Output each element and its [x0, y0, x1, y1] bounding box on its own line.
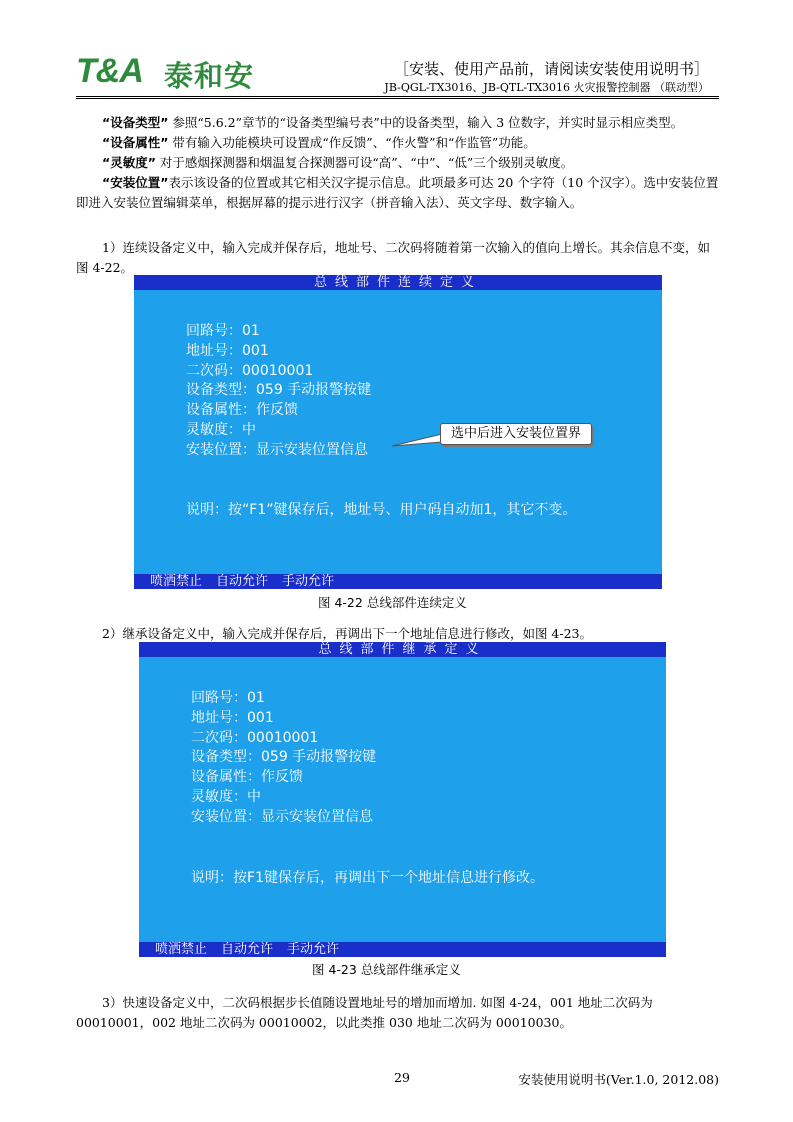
- page-number: 29: [394, 1070, 410, 1085]
- field-device-type: 设备类型：059 手动报警按键: [186, 382, 372, 398]
- header-notice: ［安装、使用产品前，请阅读安装使用说明书］: [393, 60, 709, 78]
- field-loop: 回路号：01: [191, 690, 265, 706]
- field-device-type: 设备类型：059 手动报警按键: [191, 749, 377, 765]
- brand-logo: [76, 52, 276, 96]
- field-sensitivity: 灵敏度：中: [186, 422, 256, 438]
- screen-status-bar: [139, 942, 666, 957]
- callout-location-hint: 选中后进入安装位置界: [440, 423, 592, 445]
- field-sensitivity: 灵敏度：中: [191, 789, 261, 805]
- header-model: JB-QGL-TX3016、JB-QTL-TX3016 火灾报警控制器 （联动型）: [384, 81, 709, 94]
- field-address: 地址号：001: [186, 343, 269, 359]
- para-device-type: “设备类型” 参照“5.6.2”章节的“设备类型编号表”中的设备类型，输入 3 位数字，并实时显示相应类型。: [102, 115, 684, 130]
- screen-status-bar: [134, 574, 662, 589]
- section-1-text: 1）连续设备定义中，输入完成并保存后，地址号、二次码将随着第一次输入的值向上增长。其余信息不变，如图 4-22。: [76, 240, 710, 275]
- intro-paragraphs: [76, 113, 720, 213]
- screen-title: 总线部件继承定义: [139, 642, 666, 657]
- status-spray-disabled: 喷洒禁止: [155, 942, 208, 957]
- para-sensitivity: “灵敏度” 对于感烟探测器和烟温复合探测器可设“高”、“中”、“低”三个级别灵敏度。: [102, 155, 574, 170]
- doc-version: 安装使用说明书(Ver.1.0, 2012.08): [518, 1072, 719, 1087]
- logo-latin-text: T&A: [76, 52, 143, 90]
- field-address: 地址号：001: [191, 710, 274, 726]
- para-location: “安装位置”表示该设备的位置或其它相关汉字提示信息。此项最多可达 20 个字符（10 个汉字）。选中安装位置即进入安装位置编辑菜单，根据屏幕的提示进行汉字（拼音输入法）、英文字母、数字输入。: [76, 175, 719, 210]
- status-auto-allowed: 自动允许: [221, 942, 274, 957]
- section-3-text: 3）快速设备定义中，二次码根据步长值随设置地址号的增加而增加. 如图 4-24，001 地址二次码为 00010001，002 地址二次码为 00010002，以此类推 030 地址二次码为 00010030。: [76, 995, 653, 1030]
- field-device-attr: 设备属性：作反馈: [186, 402, 298, 418]
- logo-chinese-text: 泰和安: [164, 59, 255, 93]
- figure-caption-4-22: 图 4-22 总线部件连续定义: [318, 595, 467, 610]
- status-manual-allowed: 手动允许: [287, 942, 340, 957]
- field-secondary-code: 二次码：00010001: [186, 363, 314, 379]
- screen-inherited-definition: [139, 642, 666, 957]
- para-device-attr: “设备属性” 带有输入功能模块可设置成“作反馈”、“作火警”和“作监管”功能。: [102, 135, 536, 150]
- screen-note: 说明：按F1键保存后，再调出下一个地址信息进行修改。: [191, 870, 544, 886]
- callout-pointer: [390, 432, 444, 452]
- header-divider: [76, 96, 719, 99]
- figure-caption-4-23: 图 4-23 总线部件继承定义: [312, 962, 461, 977]
- screen-title: 总线部件连续定义: [134, 275, 662, 290]
- field-location: 安装位置：显示安装位置信息: [186, 442, 368, 458]
- status-manual-allowed: 手动允许: [282, 574, 335, 589]
- screen-note: 说明：按“F1”键保存后，地址号、用户码自动加1，其它不变。: [186, 502, 577, 518]
- status-spray-disabled: 喷洒禁止: [150, 574, 203, 589]
- field-loop: 回路号：01: [186, 323, 260, 339]
- section-2-text: 2）继承设备定义中，输入完成并保存后，再调出下一个地址信息进行修改，如图 4-23。: [102, 626, 593, 641]
- field-secondary-code: 二次码：00010001: [191, 730, 319, 746]
- field-device-attr: 设备属性：作反馈: [191, 769, 303, 785]
- field-location: 安装位置：显示安装位置信息: [191, 809, 373, 825]
- status-auto-allowed: 自动允许: [216, 574, 269, 589]
